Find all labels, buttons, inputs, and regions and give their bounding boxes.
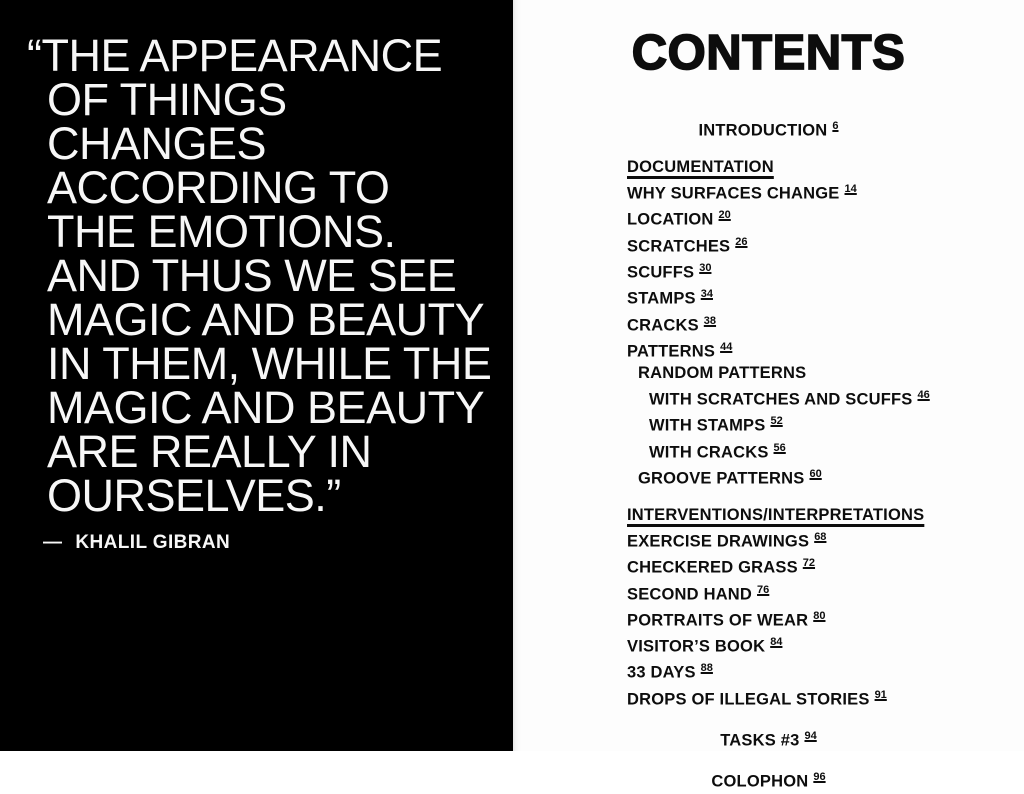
- toc-item: [513, 284, 1024, 310]
- toc-item-label: DROPS OF ILLEGAL STORIES: [627, 690, 870, 709]
- toc-item-label: WITH STAMPS: [649, 416, 766, 435]
- toc-item-label: 33 DAYS: [627, 663, 696, 682]
- quote-text: [0, 0, 513, 521]
- quote-line: MAGIC AND BEAUTY: [47, 382, 485, 433]
- toc-page-number: 30: [699, 261, 712, 274]
- toc-item-label: PORTRAITS OF WEAR: [627, 611, 809, 630]
- toc-item: [513, 606, 1024, 632]
- toc-item-label: LOCATION: [627, 210, 714, 229]
- toc-item: [513, 258, 1024, 284]
- toc-item-label: DOCUMENTATION: [627, 158, 774, 177]
- toc-page-number: 91: [874, 688, 887, 701]
- right-page: [513, 0, 1024, 791]
- toc-item-label: COLOPHON: [711, 772, 809, 791]
- toc-page-number: 52: [770, 415, 783, 428]
- toc-item: [513, 553, 1024, 579]
- open-quote-mark: “: [27, 30, 42, 81]
- toc-item: [513, 438, 1024, 464]
- toc-item: [513, 385, 1024, 411]
- toc-item: [513, 205, 1024, 231]
- attribution-name: KHALIL GIBRAN: [75, 532, 231, 553]
- toc-item-label: TASKS #3: [720, 731, 800, 750]
- toc-item: [513, 157, 1024, 179]
- toc-item-label: RANDOM PATTERNS: [638, 364, 807, 383]
- toc-page-number: 44: [720, 340, 733, 353]
- toc-item-label: PATTERNS: [627, 342, 716, 361]
- toc-page-number: 96: [813, 771, 826, 784]
- toc-item-label: SECOND HAND: [627, 585, 753, 604]
- toc-item-label: SCRATCHES: [627, 237, 731, 256]
- toc-item: [513, 363, 1024, 385]
- toc-item-label: EXERCISE DRAWINGS: [627, 532, 810, 551]
- toc-item: [513, 116, 1024, 142]
- toc-page-number: 80: [813, 609, 826, 622]
- toc-page-number: 14: [844, 183, 857, 196]
- quote-line: ACCORDING TO: [47, 162, 390, 213]
- quote-line: OF THINGS: [47, 74, 287, 125]
- toc-page-number: 38: [703, 314, 717, 327]
- toc-item: [513, 232, 1024, 258]
- quote-line: THE EMOTIONS.: [47, 206, 396, 257]
- toc-page-number: 34: [700, 288, 713, 301]
- left-page: [0, 0, 513, 751]
- quote-line: MAGIC AND BEAUTY: [47, 294, 485, 345]
- toc-item-label: INTRODUCTION: [698, 121, 828, 140]
- toc-item: [513, 311, 1024, 337]
- toc-item: [513, 632, 1024, 658]
- toc-page-number: 20: [718, 209, 731, 222]
- toc-page-number: 6: [832, 120, 839, 132]
- toc-item: [513, 505, 1024, 527]
- toc-item-label: STAMPS: [627, 289, 696, 308]
- quote-attribution: [43, 532, 513, 554]
- toc-page-number: 26: [735, 235, 748, 248]
- quote-line: CHANGES: [47, 118, 267, 169]
- toc-item: [513, 580, 1024, 606]
- toc-item: [513, 179, 1024, 205]
- toc-list: [513, 116, 1024, 794]
- toc-item-label: VISITOR’S BOOK: [627, 637, 766, 656]
- toc-item: [513, 337, 1024, 363]
- toc-page-number: 68: [814, 530, 827, 543]
- toc-item-label: WHY SURFACES CHANGE: [627, 184, 840, 203]
- toc-item-label: CHECKERED GRASS: [627, 558, 798, 577]
- toc-page-number: 88: [700, 662, 713, 675]
- attribution-dash: —: [43, 532, 63, 553]
- quote-line: ARE REALLY IN: [47, 426, 372, 477]
- toc-item: [513, 767, 1024, 793]
- quote-line-text: THE APPEARANCE: [41, 30, 443, 81]
- toc-page-number: 56: [773, 441, 786, 454]
- toc-item: [513, 726, 1024, 752]
- toc-page-number: 94: [804, 730, 817, 743]
- toc-item-label: INTERVENTIONS/INTERPRETATIONS: [627, 506, 925, 525]
- quote-line: AND THUS WE SEE: [47, 250, 457, 301]
- toc-item-label: WITH CRACKS: [649, 443, 769, 462]
- toc-page-number: 76: [757, 583, 770, 596]
- toc-page-number: 60: [809, 467, 822, 480]
- contents-title: CONTENTS: [631, 26, 906, 80]
- toc-item: [513, 685, 1024, 711]
- quote-line: IN THEM, WHILE THE: [47, 338, 492, 389]
- toc-item-label: WITH SCRATCHES AND SCUFFS: [649, 390, 913, 409]
- toc-item-label: SCUFFS: [627, 263, 695, 282]
- toc-page-number: 84: [770, 636, 783, 649]
- toc-item-label: GROOVE PATTERNS: [638, 469, 805, 488]
- quote-line: [27, 30, 513, 81]
- toc-item: [513, 658, 1024, 684]
- toc-page-number: 72: [802, 557, 816, 570]
- toc-item: [513, 464, 1024, 490]
- toc-item-label: CRACKS: [627, 316, 699, 335]
- toc-page-number: 46: [917, 388, 930, 401]
- quote-line: OURSELVES.”: [47, 470, 341, 521]
- toc-item: [513, 411, 1024, 437]
- toc-item: [513, 527, 1024, 553]
